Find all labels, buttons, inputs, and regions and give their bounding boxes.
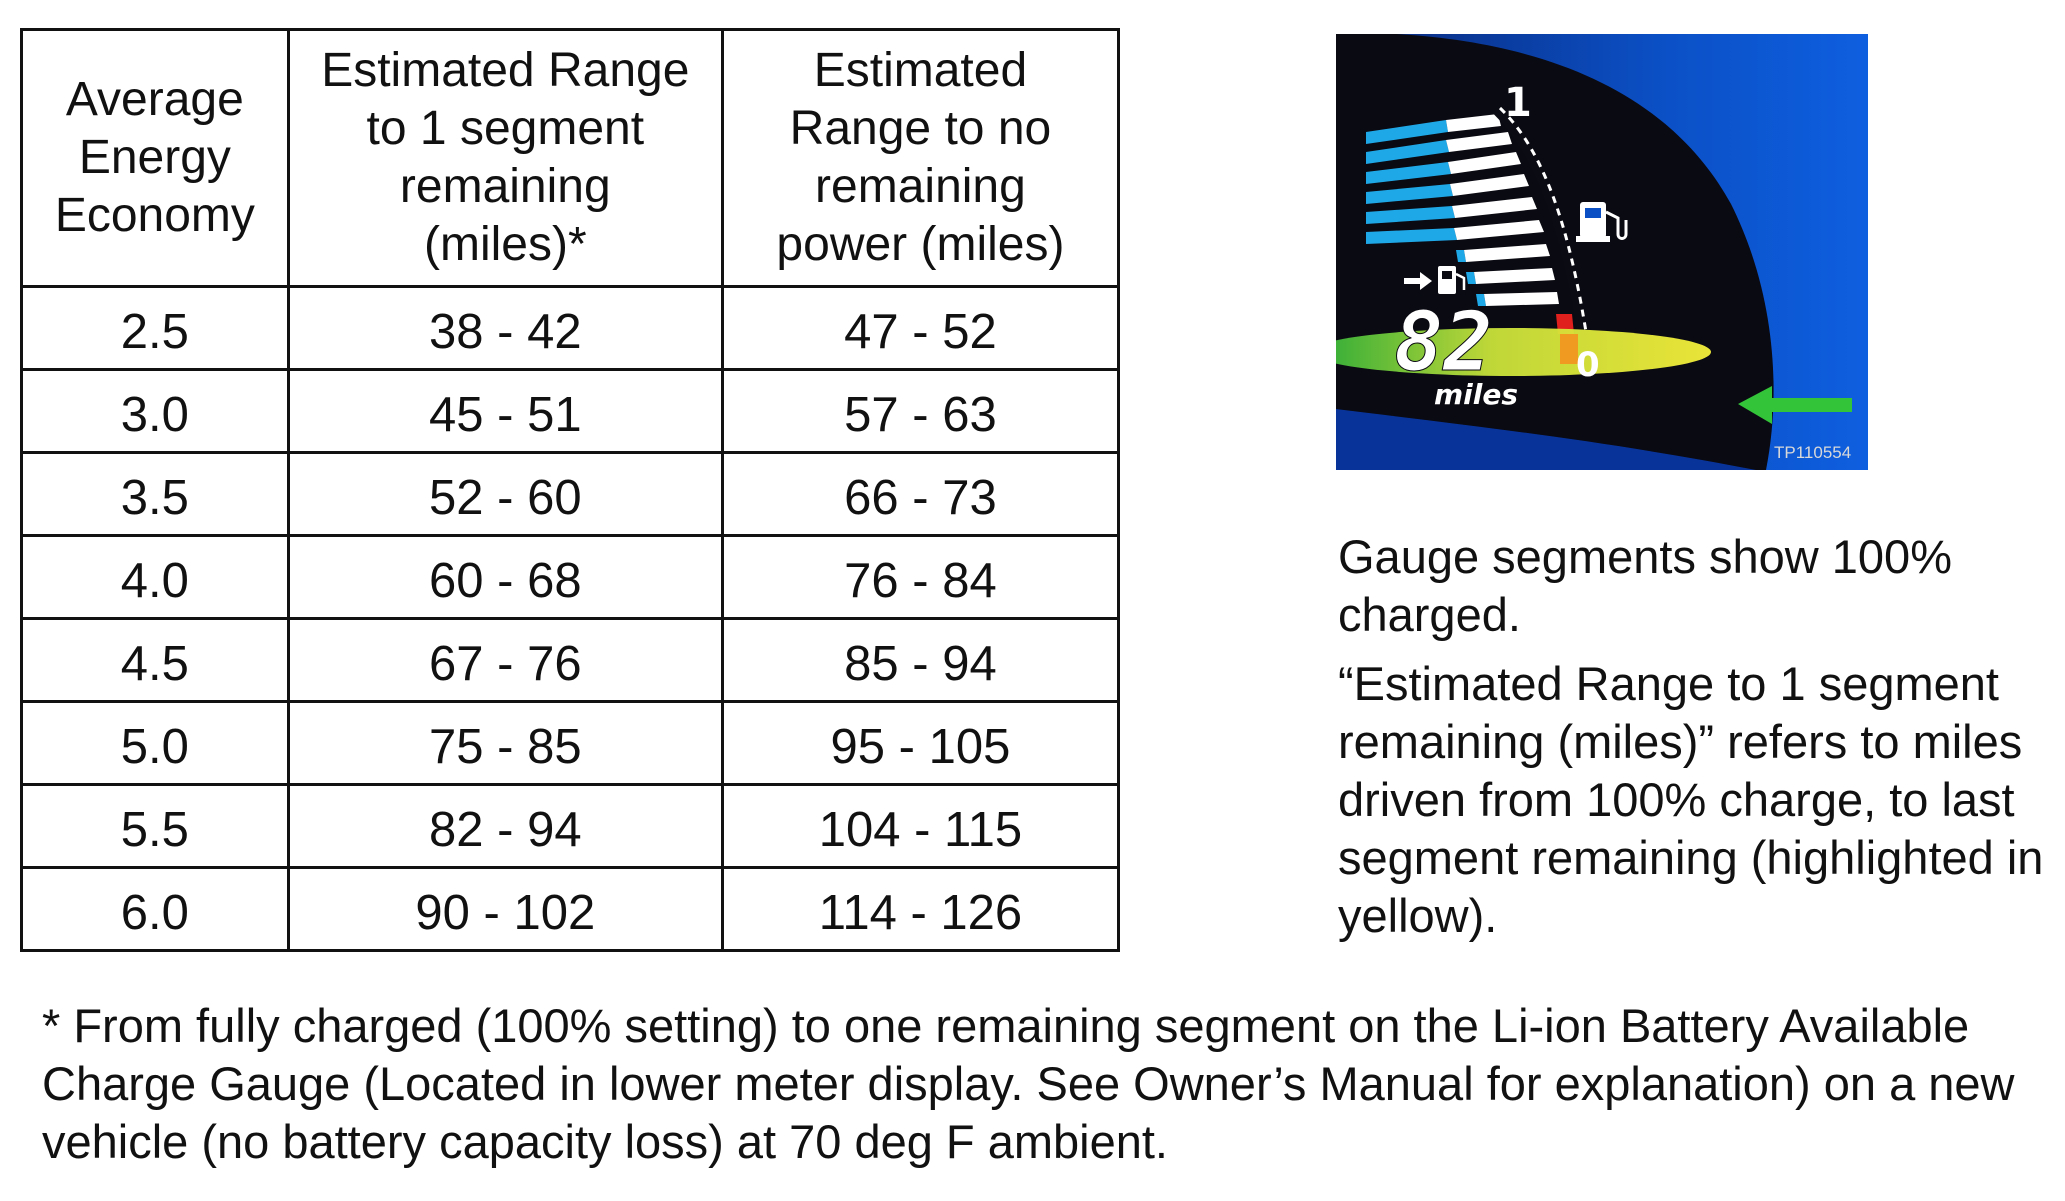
cell-range-one-segment: 52 - 60 — [288, 453, 722, 536]
cell-range-one-segment: 67 - 76 — [288, 619, 722, 702]
table-row — [22, 868, 1119, 951]
cell-range-no-power: 95 - 105 — [722, 702, 1118, 785]
image-code: TP110554 — [1774, 443, 1852, 462]
cell-range-no-power: 66 - 73 — [722, 453, 1118, 536]
cell-range-one-segment: 82 - 94 — [288, 785, 722, 868]
battery-gauge-illustration — [1336, 34, 1868, 470]
cell-range-no-power: 47 - 52 — [722, 287, 1118, 370]
cell-economy: 5.5 — [22, 785, 289, 868]
table-row — [22, 702, 1119, 785]
range-caption: “Estimated Range to 1 segment remaining (miles)” refers to miles driven from 100% charge, to last segment remaining (highlighted in yellow). — [1338, 657, 2044, 942]
cell-economy: 4.5 — [22, 619, 289, 702]
gauge-caption: Gauge segments show 100% charged. — [1338, 530, 1952, 641]
table-header-row — [22, 30, 1119, 287]
table-row — [22, 370, 1119, 453]
cell-range-one-segment: 75 - 85 — [288, 702, 722, 785]
cell-economy: 3.5 — [22, 453, 289, 536]
header-average-energy-economy: Average Energy Economy — [22, 30, 289, 287]
cell-range-one-segment: 38 - 42 — [288, 287, 722, 370]
cell-range-no-power: 76 - 84 — [722, 536, 1118, 619]
range-table — [20, 28, 1120, 952]
header-range-no-power: Estimated Range to no remaining power (miles) — [722, 30, 1118, 287]
footnote: * From fully charged (100% setting) to one remaining segment on the Li-ion Battery Available Charge Gauge (Located in lower meter display. See Owner’s Manual for explanation) on a new vehicle (no battery capacity loss) at 70 deg F ambient. — [42, 999, 2015, 1168]
table-row — [22, 785, 1119, 868]
cell-range-one-segment: 45 - 51 — [288, 370, 722, 453]
cell-range-no-power: 104 - 115 — [722, 785, 1118, 868]
gauge-segment — [1484, 292, 1559, 306]
header-range-one-segment: Estimated Range to 1 segment remaining (miles)* — [288, 30, 722, 287]
gauge-label-zero: 0 — [1576, 345, 1600, 385]
cell-economy: 3.0 — [22, 370, 289, 453]
cell-economy: 6.0 — [22, 868, 289, 951]
table-row — [22, 287, 1119, 370]
range-readout: 82 — [1394, 295, 1493, 390]
table-row — [22, 536, 1119, 619]
cell-economy: 4.0 — [22, 536, 289, 619]
table-row — [22, 453, 1119, 536]
cell-range-no-power: 114 - 126 — [722, 868, 1118, 951]
range-unit: miles — [1434, 378, 1519, 411]
cell-range-one-segment: 60 - 68 — [288, 536, 722, 619]
cell-economy: 2.5 — [22, 287, 289, 370]
cell-range-no-power: 57 - 63 — [722, 370, 1118, 453]
table-row — [22, 619, 1119, 702]
gauge-label-one: 1 — [1504, 80, 1532, 126]
cell-range-one-segment: 90 - 102 — [288, 868, 722, 951]
battery-gauge-svg — [1336, 34, 1868, 470]
cell-range-no-power: 85 - 94 — [722, 619, 1118, 702]
cell-economy: 5.0 — [22, 702, 289, 785]
